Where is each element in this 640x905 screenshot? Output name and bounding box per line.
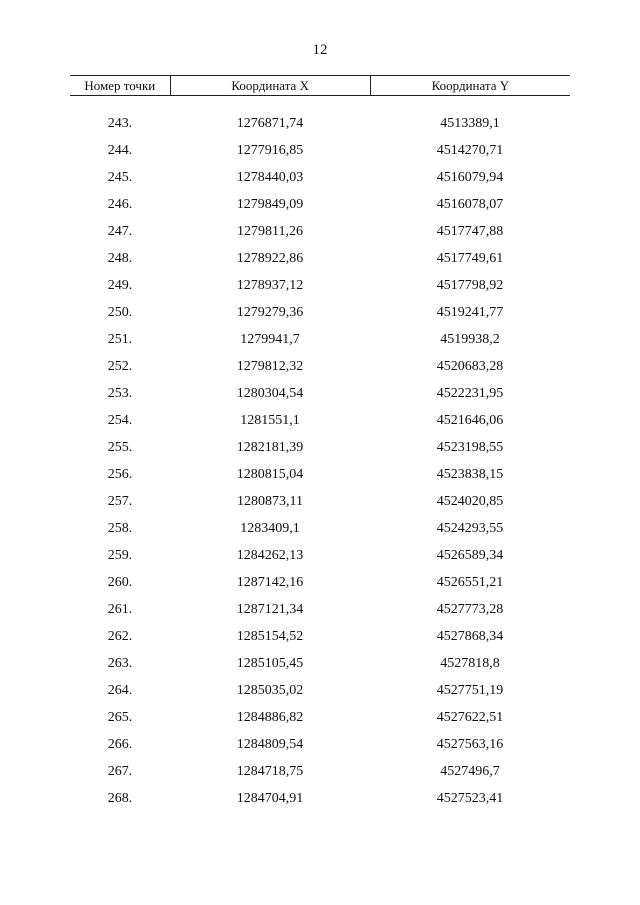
point-number-cell: 248. [107,251,133,266]
coordinate-x-cell: 1280815,04 [236,467,304,482]
coordinate-x-cell: 1281551,1 [240,413,300,428]
coordinate-x-cell: 1278922,86 [236,251,304,266]
coordinate-y-cell: 4519241,77 [436,305,504,320]
coordinates-table [70,75,570,812]
coordinate-y-cell: 4521646,06 [436,413,504,428]
coordinate-x-cell: 1276871,74 [236,116,304,131]
point-number-cell: 243. [107,116,133,131]
coordinate-x-cell: 1284809,54 [236,737,304,752]
coordinate-x-cell: 1277916,85 [236,143,304,158]
table-row [70,191,570,218]
header-coordinate-x: Координата X [170,76,370,95]
coordinate-x-cell: 1285154,52 [236,629,304,644]
table-row [70,731,570,758]
table-row [70,542,570,569]
table-row [70,272,570,299]
point-number-cell: 250. [107,305,133,320]
coordinate-y-cell: 4527563,16 [436,737,504,752]
table-row [70,218,570,245]
table-row [70,569,570,596]
coordinate-y-cell: 4519938,2 [440,332,500,347]
table-row [70,245,570,272]
coordinate-y-cell: 4523198,55 [436,440,504,455]
coordinate-x-cell: 1284718,75 [236,764,304,779]
coordinate-y-cell: 4517747,88 [436,224,504,239]
point-number-cell: 251. [107,332,133,347]
table-row [70,596,570,623]
table-row [70,677,570,704]
coordinate-y-cell: 4517749,61 [436,251,504,266]
coordinate-y-cell: 4527868,34 [436,629,504,644]
coordinate-y-cell: 4513389,1 [440,116,500,131]
table-row [70,137,570,164]
coordinate-x-cell: 1285035,02 [236,683,304,698]
point-number-cell: 262. [107,629,133,644]
coordinate-y-cell: 4527523,41 [436,791,504,806]
point-number-cell: 268. [107,791,133,806]
point-number-cell: 246. [107,197,133,212]
coordinate-y-cell: 4514270,71 [436,143,504,158]
table-row [70,623,570,650]
coordinate-x-cell: 1287142,16 [236,575,304,590]
coordinate-y-cell: 4517798,92 [436,278,504,293]
coordinate-x-cell: 1283409,1 [240,521,300,536]
table-row [70,461,570,488]
table-row [70,758,570,785]
point-number-cell: 257. [107,494,133,509]
coordinate-x-cell: 1279279,36 [236,305,304,320]
coordinate-x-cell: 1279941,7 [240,332,300,347]
point-number-cell: 267. [107,764,133,779]
coordinate-y-cell: 4527622,51 [436,710,504,725]
table-row [70,380,570,407]
table-row [70,110,570,137]
point-number-cell: 264. [107,683,133,698]
point-number-cell: 254. [107,413,133,428]
coordinate-x-cell: 1280304,54 [236,386,304,401]
point-number-cell: 247. [107,224,133,239]
point-number-cell: 260. [107,575,133,590]
point-number-cell: 265. [107,710,133,725]
table-body [70,110,570,812]
table-row [70,326,570,353]
coordinate-x-cell: 1284886,82 [236,710,304,725]
coordinate-y-cell: 4527751,19 [436,683,504,698]
table-row [70,488,570,515]
coordinate-x-cell: 1279812,32 [236,359,304,374]
point-number-cell: 263. [107,656,133,671]
point-number-cell: 256. [107,467,133,482]
point-number-cell: 249. [107,278,133,293]
coordinate-y-cell: 4523838,15 [436,467,504,482]
coordinate-y-cell: 4516079,94 [436,170,504,185]
coordinate-y-cell: 4522231,95 [436,386,504,401]
point-number-cell: 255. [107,440,133,455]
page-number: 12 [312,42,328,58]
coordinate-x-cell: 1287121,34 [236,602,304,617]
coordinate-x-cell: 1278440,03 [236,170,304,185]
table-row [70,785,570,812]
coordinate-y-cell: 4527818,8 [440,656,500,671]
coordinate-y-cell: 4526589,34 [436,548,504,563]
table-row [70,434,570,461]
coordinate-x-cell: 1285105,45 [236,656,304,671]
header-point-number: Номер точки [84,78,156,93]
point-number-cell: 252. [107,359,133,374]
point-number-cell: 253. [107,386,133,401]
point-number-cell: 258. [107,521,133,536]
coordinate-y-cell: 4516078,07 [436,197,504,212]
table-row [70,650,570,677]
coordinate-x-cell: 1279811,26 [237,224,303,239]
point-number-cell: 261. [107,602,133,617]
table-header [70,75,570,96]
coordinate-y-cell: 4524293,55 [436,521,504,536]
coordinate-y-cell: 4527773,28 [436,602,504,617]
table-row [70,353,570,380]
table-row [70,164,570,191]
coordinate-x-cell: 1280873,11 [237,494,303,509]
table-row [70,299,570,326]
coordinate-x-cell: 1284704,91 [236,791,304,806]
point-number-cell: 244. [107,143,133,158]
coordinate-y-cell: 4527496,7 [440,764,500,779]
coordinate-x-cell: 1282181,39 [236,440,304,455]
point-number-cell: 259. [107,548,133,563]
coordinate-x-cell: 1279849,09 [236,197,304,212]
coordinate-x-cell: 1278937,12 [236,278,304,293]
coordinate-y-cell: 4524020,85 [436,494,504,509]
table-row [70,515,570,542]
header-coordinate-y: Координата Y [370,76,570,95]
table-row [70,704,570,731]
coordinate-y-cell: 4526551,21 [436,575,504,590]
coordinate-y-cell: 4520683,28 [436,359,504,374]
point-number-cell: 245. [107,170,133,185]
coordinate-x-cell: 1284262,13 [236,548,304,563]
point-number-cell: 266. [107,737,133,752]
table-row [70,407,570,434]
